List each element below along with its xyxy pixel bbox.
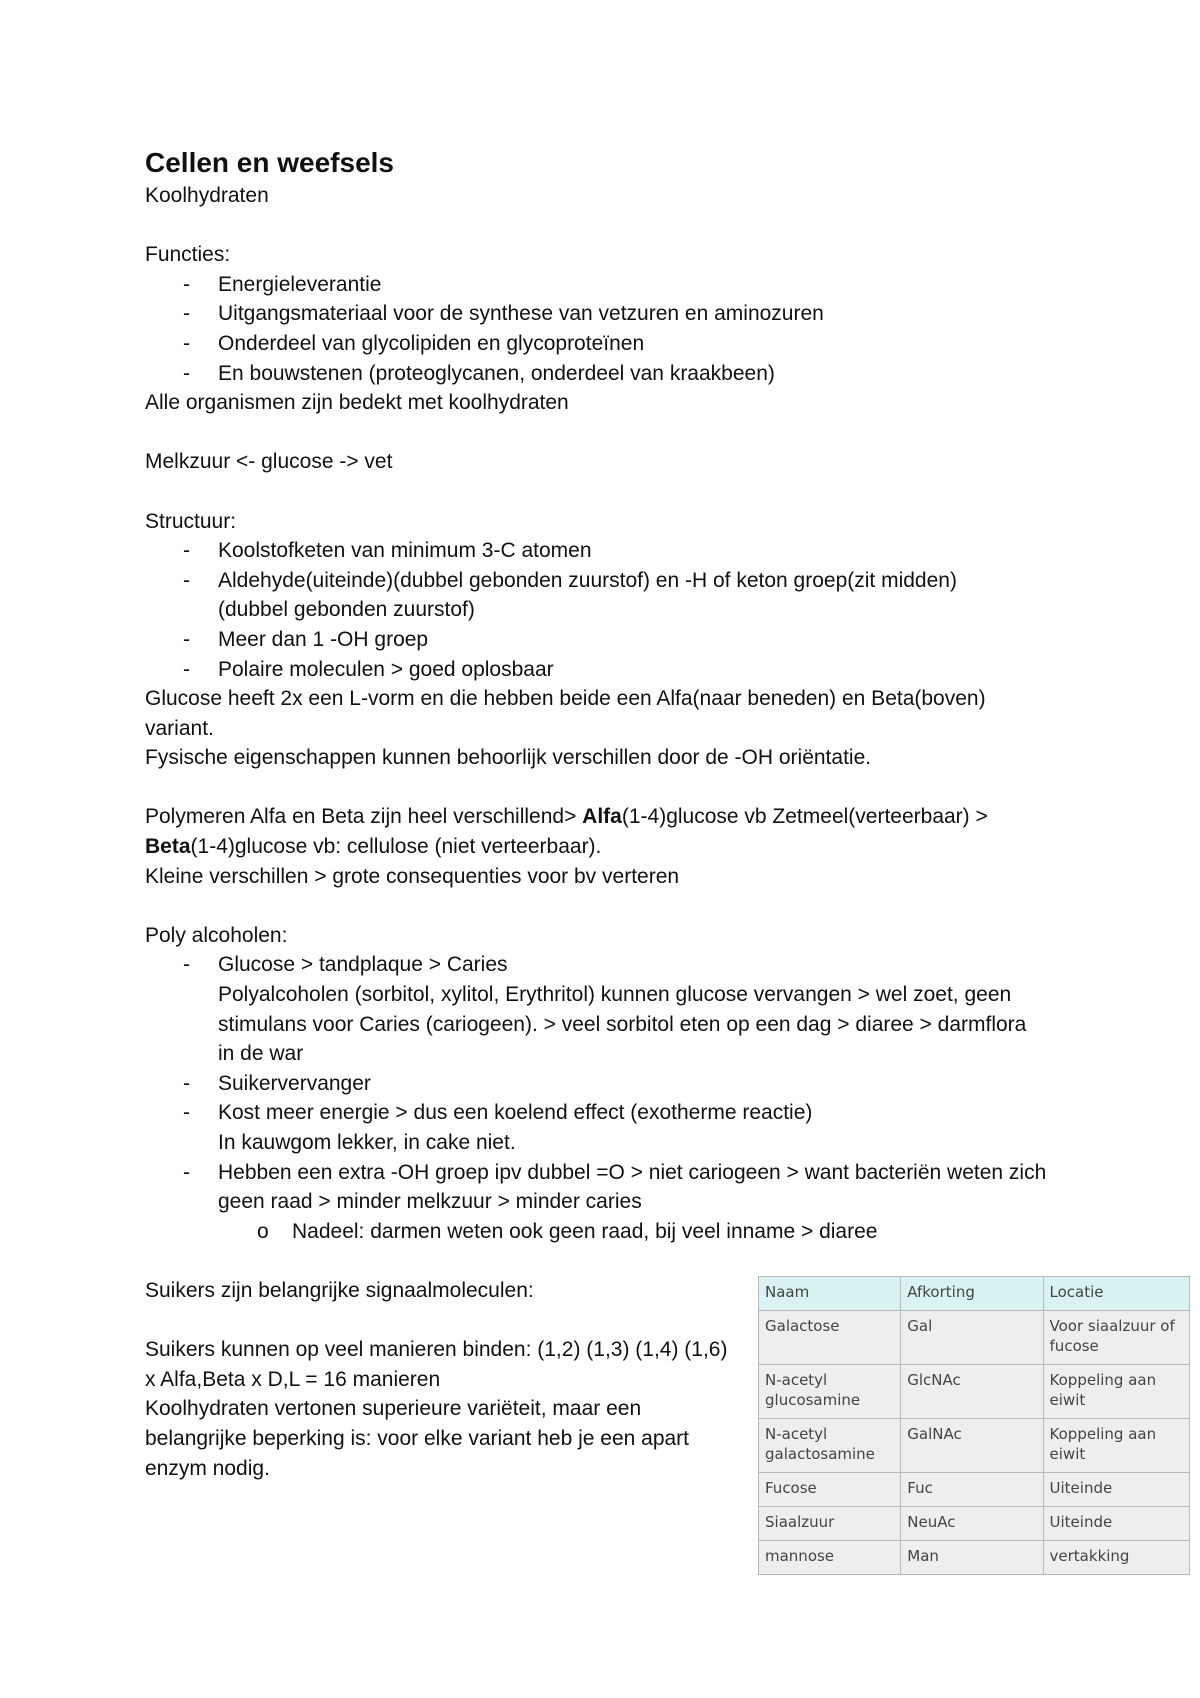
table-row: [759, 1541, 1190, 1575]
sub-list-item: o Nadeel: darmen weten ook geen raad, bij veel inname > diaree: [145, 1217, 1075, 1247]
functies-heading: Functies:: [145, 243, 231, 267]
table-cell: Koppeling aan eiwit: [1043, 1365, 1189, 1419]
table-cell: Man: [901, 1541, 1043, 1575]
table-row: [759, 1311, 1190, 1365]
structuur-paragraph-2: Fysische eigenschappen kunnen behoorlijk verschillen door de -OH oriëntatie.: [145, 746, 872, 770]
list-item: - Energieleverantie: [145, 270, 1075, 300]
list-item-text: - Kost meer energie > dus een koelend effect (exotherme reactie): [218, 1101, 813, 1125]
table-row: [759, 1507, 1190, 1541]
polymeren-text-3: (1-4)glucose vb: cellulose (niet verteerbaar).: [190, 835, 602, 859]
document-subtitle: Koolhydraten: [145, 184, 269, 207]
table-header-locatie: Locatie: [1043, 1277, 1189, 1311]
polymeren-paragraph: [145, 802, 1045, 861]
structuur-heading: Structuur:: [145, 509, 237, 533]
structuur-paragraph-1: Glucose heeft 2x een L-vorm en die hebben beide een Alfa(naar beneden) en Beta(boven) variant.: [145, 687, 986, 740]
document-title: Cellen en weefsels: [145, 147, 395, 178]
table-header-afkorting: Afkorting: [901, 1277, 1043, 1311]
list-item-continuation: Polyalcoholen (sorbitol, xylitol, Erythritol) kunnen glucose vervangen > wel zoet, geen stimulans voor Caries (cariogeen). > veel sorbitol eten op een dag > diaree > darmflora in de war: [218, 983, 1027, 1066]
polymeren-text-2: (1-4)glucose vb Zetmeel(verteerbaar) >: [621, 805, 988, 829]
signaal-line: Suikers zijn belangrijke signaalmoleculen:: [145, 1278, 534, 1302]
table-cell: Uiteinde: [1043, 1507, 1189, 1541]
list-item: - Meer dan 1 -OH groep: [145, 625, 1075, 655]
table-cell: Uiteinde: [1043, 1473, 1189, 1507]
poly-alcoholen-list: [145, 950, 1075, 1216]
structuur-list: [145, 536, 1075, 684]
alfa-bold: Alfa: [582, 805, 622, 829]
list-item: - Suikervervanger: [145, 1069, 1075, 1099]
table-cell: N-acetyl galactosamine: [759, 1419, 901, 1473]
table-cell: Voor siaalzuur of fucose: [1043, 1311, 1189, 1365]
list-item: - Polaire moleculen > goed oplosbaar: [145, 655, 1075, 685]
table-header-row: [759, 1277, 1190, 1311]
table-cell: Gal: [901, 1311, 1043, 1365]
list-item: - Uitgangsmateriaal voor de synthese van vetzuren en aminozuren: [145, 299, 1075, 329]
polymeren-text-1: Polymeren Alfa en Beta zijn heel verschillend>: [145, 805, 583, 829]
table-cell: GalNAc: [901, 1419, 1043, 1473]
table-cell: NeuAc: [901, 1507, 1043, 1541]
varieteit-paragraph: Koolhydraten vertonen superieure variëteit, maar een belangrijke beperking is: voor elke variant heb je een apart enzym nodig.: [145, 1397, 690, 1480]
poly-alcoholen-heading: Poly alcoholen:: [145, 923, 288, 947]
list-item: - En bouwstenen (proteoglycanen, onderdeel van kraakbeen): [145, 359, 1075, 389]
table-cell: Siaalzuur: [759, 1507, 901, 1541]
table-cell: Fuc: [901, 1473, 1043, 1507]
list-item: - Koolstofketen van minimum 3-C atomen: [145, 536, 1075, 566]
table-cell: Galactose: [759, 1311, 901, 1365]
list-item: - Hebben een extra -OH groep ipv dubbel =O > niet cariogeen > want bacteriën weten zich geen raad > minder melkzuur > minder caries: [145, 1158, 1048, 1217]
list-item: [145, 950, 1048, 1068]
beta-bold: Beta: [145, 835, 191, 859]
table-cell: Koppeling aan eiwit: [1043, 1419, 1189, 1473]
table-cell: N-acetyl glucosamine: [759, 1365, 901, 1419]
table-header-naam: Naam: [759, 1277, 901, 1311]
list-item-text: - Glucose > tandplaque > Caries: [218, 953, 508, 977]
functies-note: Alle organismen zijn bedekt met koolhydraten: [145, 391, 569, 415]
poly-alcoholen-sublist: [145, 1217, 1075, 1247]
list-item: - Onderdeel van glycolipiden en glycoproteïnen: [145, 329, 1075, 359]
table-cell: GlcNAc: [901, 1365, 1043, 1419]
table-cell: Fucose: [759, 1473, 901, 1507]
table-row: [759, 1365, 1190, 1419]
binden-paragraph: Suikers kunnen op veel manieren binden: (1,2) (1,3) (1,4) (1,6) x Alfa,Beta x D,L = 16 manieren: [145, 1338, 728, 1391]
table-row: [759, 1419, 1190, 1473]
sugar-table: [758, 1276, 1190, 1575]
list-item-continuation: In kauwgom lekker, in cake niet.: [218, 1131, 516, 1154]
polymeren-line-2: Kleine verschillen > grote consequenties voor bv verteren: [145, 864, 680, 888]
table-cell: vertakking: [1043, 1541, 1189, 1575]
functies-list: [145, 270, 1075, 388]
table-cell: mannose: [759, 1541, 901, 1575]
table-row: [759, 1473, 1190, 1507]
list-item: [145, 1098, 1075, 1157]
list-item: - Aldehyde(uiteinde)(dubbel gebonden zuurstof) en -H of keton groep(zit midden) (dubbel gebonden zuurstof): [145, 566, 1018, 625]
melkzuur-line: Melkzuur <- glucose -> vet: [145, 450, 393, 474]
